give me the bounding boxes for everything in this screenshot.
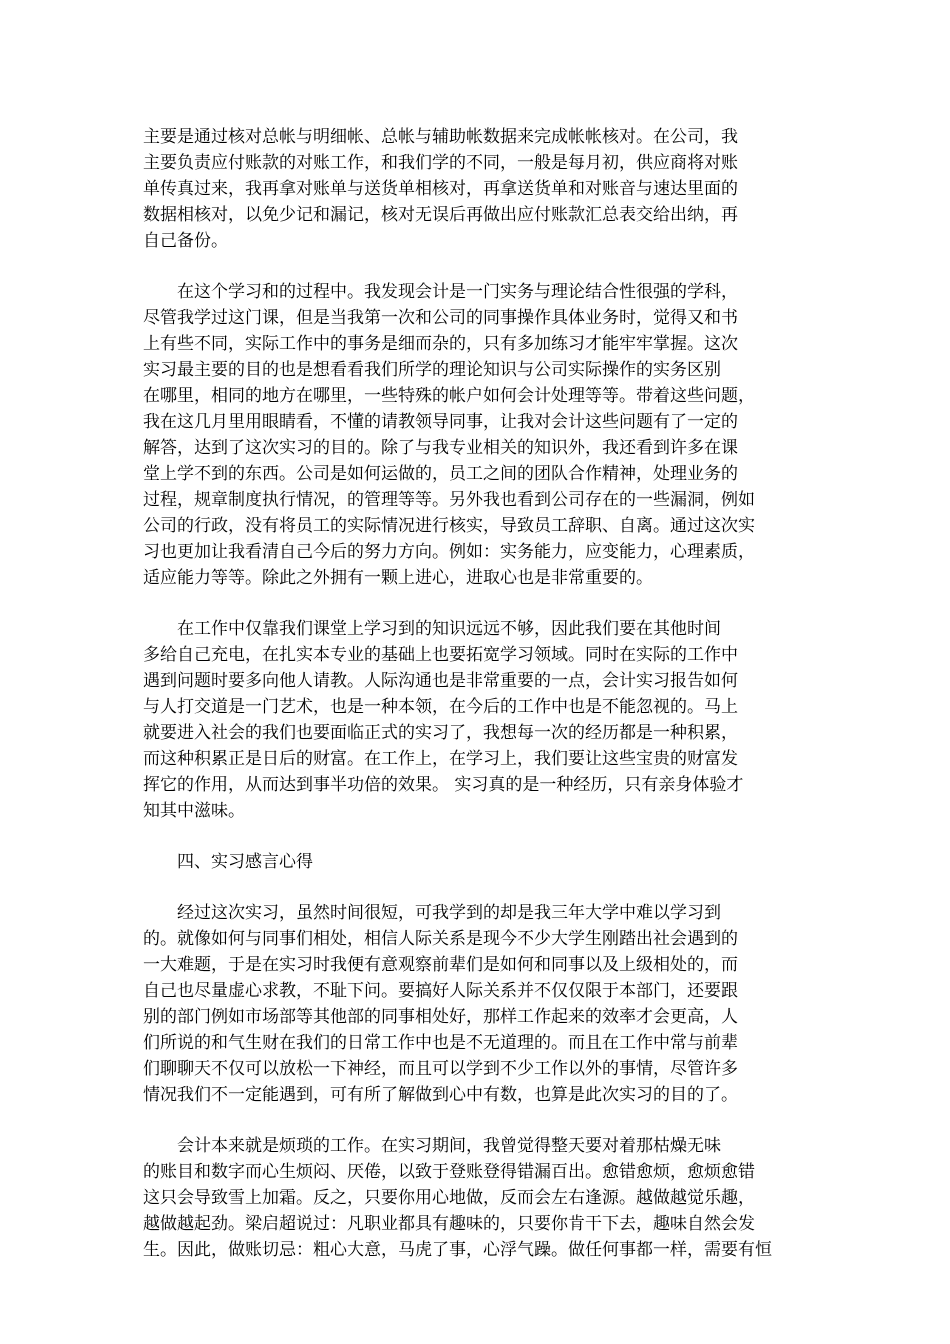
paragraph-5 — [143, 900, 807, 1108]
text-line: 数据相核对，以免少记和漏记，核对无误后再做出应付账款汇总表交给出纳，再 — [143, 205, 738, 225]
text-line: 就要进入社会的我们也要面临正式的实习了，我想每一次的经历都是一种积累， — [143, 723, 738, 743]
text-line: 自己备份。 — [143, 231, 228, 251]
text-line: 一大难题，于是在实习时我便有意观察前辈们是如何和同事以及上级相处的，而 — [143, 955, 738, 975]
text-line: 在工作中仅靠我们课堂上学习到的知识远远不够，因此我们要在其他时间 — [143, 619, 721, 639]
text-line: 们所说的和气生财在我们的日常工作中也是不无道理的。而且在工作中常与前辈 — [143, 1033, 738, 1053]
text-line: 遇到问题时要多向他人请教。人际沟通也是非常重要的一点，会计实习报告如何 — [143, 671, 738, 691]
text-line: 挥它的作用，从而达到事半功倍的效果。 实习真的是一种经历，只有亲身体验才 — [143, 775, 744, 795]
text-line: 适应能力等等。除此之外拥有一颗上进心，进取心也是非常重要的。 — [143, 568, 653, 588]
section-heading — [143, 849, 807, 875]
paragraph-2 — [143, 279, 807, 591]
text-line: 越做越起劲。梁启超说过：凡职业都具有趣味的，只要你肯干下去，趣味自然会发 — [143, 1214, 755, 1234]
text-line: 在哪里，相同的地方在哪里，一些特殊的帐户如何会计处理等等。带着这些问题， — [143, 386, 755, 406]
text-line: 们聊聊天不仅可以放松一下神经，而且可以学到不少工作以外的事情，尽管许多 — [143, 1059, 738, 1079]
document-page — [143, 124, 807, 1263]
text-line: 而这种积累正是日后的财富。在工作上，在学习上，我们要让这些宝贵的财富发 — [143, 749, 738, 769]
paragraph-gap — [143, 875, 807, 900]
paragraph-gap — [143, 824, 807, 849]
text-line: 生。因此，做账切忌：粗心大意，马虎了事，心浮气躁。做任何事都一样，需要有恒 — [143, 1240, 772, 1260]
paragraph-1 — [143, 124, 807, 254]
text-line: 上有些不同，实际工作中的事务是细而杂的，只有多加练习才能牢牢掌握。这次 — [143, 334, 738, 354]
text-line: 情况我们不一定能遇到，可有所了解做到心中有数，也算是此次实习的目的了。 — [143, 1085, 738, 1105]
text-line: 在这个学习和的过程中。我发现会计是一门实务与理论结合性很强的学科， — [143, 282, 738, 302]
text-line: 习也更加让我看清自己今后的努力方向。例如：实务能力，应变能力，心理素质， — [143, 542, 755, 562]
paragraph-gap — [143, 591, 807, 616]
paragraph-6 — [143, 1133, 807, 1263]
text-line: 堂上学不到的东西。公司是如何运做的，员工之间的团队合作精神，处理业务的 — [143, 464, 738, 484]
text-line: 与人打交道是一门艺术，也是一种本领，在今后的工作中也是不能忽视的。马上 — [143, 697, 738, 717]
text-line: 这只会导致雪上加霜。反之，只要你用心地做，反而会左右逢源。越做越觉乐趣， — [143, 1188, 755, 1208]
text-line: 实习最主要的目的也是想看看我们所学的理论知识与公司实际操作的实务区别 — [143, 360, 721, 380]
text-line: 会计本来就是烦琐的工作。在实习期间，我曾觉得整天要对着那枯燥无味 — [143, 1136, 721, 1156]
heading-line: 四、实习感言心得 — [143, 852, 313, 872]
text-line: 的账目和数字而心生烦闷、厌倦，以致于登账登得错漏百出。愈错愈烦，愈烦愈错 — [143, 1162, 755, 1182]
text-line: 我在这几月里用眼睛看，不懂的请教领导同事，让我对会计这些问题有了一定的 — [143, 412, 738, 432]
text-line: 解答，达到了这次实习的目的。除了与我专业相关的知识外，我还看到许多在课 — [143, 438, 738, 458]
text-line: 自己也尽量虚心求教，不耻下问。要搞好人际关系并不仅仅限于本部门，还要跟 — [143, 981, 738, 1001]
text-line: 的。就像如何与同事们相处，相信人际关系是现今不少大学生刚踏出社会遇到的 — [143, 929, 738, 949]
paragraph-gap — [143, 254, 807, 279]
text-line: 公司的行政，没有将员工的实际情况进行核实，导致员工辞职、自离。通过这次实 — [143, 516, 755, 536]
text-line: 别的部门例如市场部等其他部的同事相处好，那样工作起来的效率才会更高，人 — [143, 1007, 738, 1027]
text-line: 单传真过来，我再拿对账单与送货单相核对，再拿送货单和对账音与速达里面的 — [143, 179, 738, 199]
text-line: 知其中滋味。 — [143, 801, 245, 821]
text-line: 主要是通过核对总帐与明细帐、总帐与辅助帐数据来完成帐帐核对。在公司，我 — [143, 127, 738, 147]
text-line: 多给自己充电，在扎实本专业的基础上也要拓宽学习领域。同时在实际的工作中 — [143, 645, 738, 665]
text-line: 主要负责应付账款的对账工作，和我们学的不同，一般是每月初，供应商将对账 — [143, 153, 738, 173]
text-line: 过程，规章制度执行情况，的管理等等。另外我也看到公司存在的一些漏洞，例如 — [143, 490, 755, 510]
text-line: 尽管我学过这门课，但是当我第一次和公司的同事操作具体业务时，觉得又和书 — [143, 308, 738, 328]
paragraph-3 — [143, 616, 807, 824]
text-line: 经过这次实习，虽然时间很短，可我学到的却是我三年大学中难以学习到 — [143, 903, 721, 923]
paragraph-gap — [143, 1108, 807, 1133]
